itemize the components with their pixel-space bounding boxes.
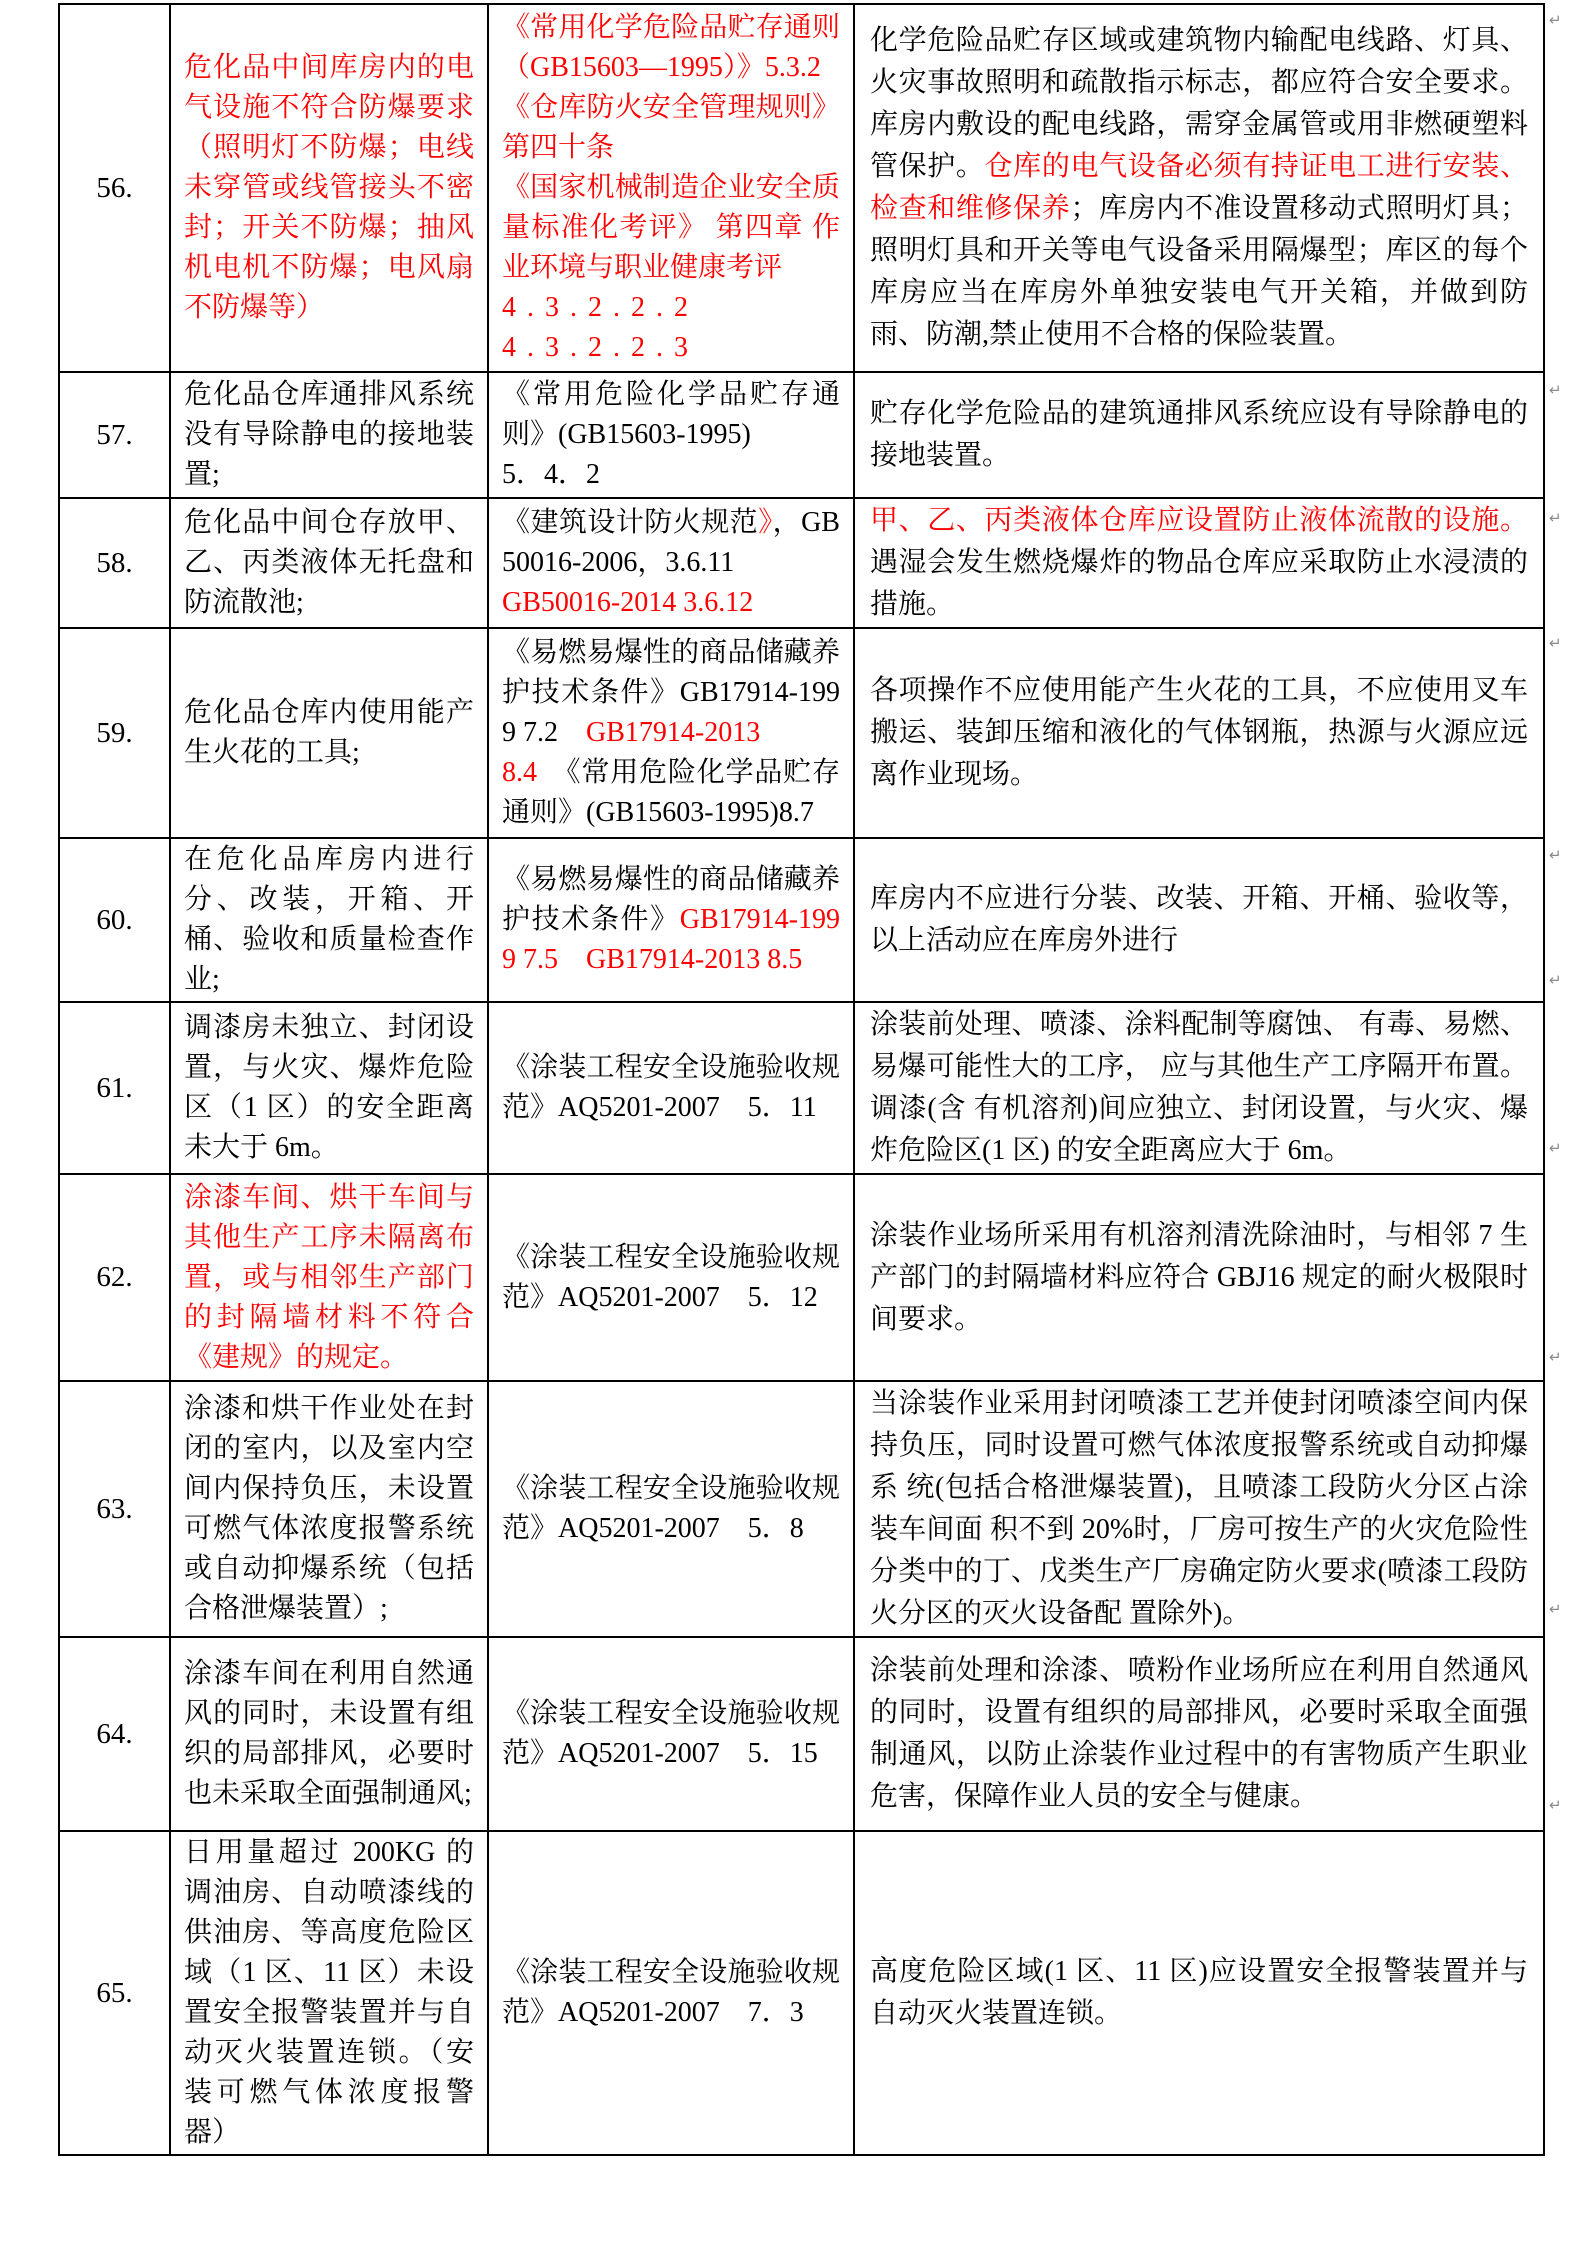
- text-run: 日用量超过 200KG 的调油房、自动喷漆线的供油房、等高度危险区域（1 区、11 区）未设置安全报警装置并与自动灭火装置连锁。（安装可燃气体浓度报警器）: [184, 1837, 474, 2148]
- paragraph: [502, 88, 840, 168]
- paragraph: [870, 1383, 1528, 1635]
- table-row: [59, 838, 1544, 1002]
- row-number-cell: 57.: [59, 372, 170, 498]
- row-end-mark-icon: ↵: [1549, 846, 1562, 864]
- text-run: 化学危险品贮存区域或建筑物内输配电线路、灯具、火灾事故照明和疏散指示标志，都应符合安全要求。库房内敷设的配电线路，需穿金属管或用非燃硬塑料管保护。: [870, 25, 1528, 182]
- regulation-basis-cell: [488, 628, 854, 838]
- paragraph: [870, 20, 1528, 356]
- paragraph: [870, 393, 1528, 477]
- text-run: 《涂装工程安全设施验收规范》AQ5201-2007 5．8: [502, 1473, 840, 1544]
- text-run: 调漆房未独立、封闭设置，与火灾、爆炸危险区（1 区）的安全距离未大于 6m。: [184, 1012, 474, 1163]
- text-run: 甲、乙、丙类液体仓库应设置防止液体流散的设施。: [870, 505, 1528, 536]
- text-run: 库房内不应进行分装、改装、开箱、开桶、验收等，以上活动应在库房外进行: [870, 883, 1528, 956]
- text-run: 危化品仓库内使用能产生火花的工具;: [184, 697, 474, 768]
- requirement-cell: [854, 4, 1544, 372]
- text-run: 《建筑设计防火规范: [502, 507, 759, 538]
- regulation-basis-cell: [488, 1637, 854, 1831]
- row-number-cell: 64.: [59, 1637, 170, 1831]
- paragraph: [502, 1953, 840, 2033]
- text-run: 涂漆车间在利用自然通风的同时，未设置有组织的局部排风，必要时也未采取全面强制通风;: [184, 1658, 474, 1809]
- paragraph: [870, 500, 1528, 626]
- paragraph: [184, 48, 474, 328]
- row-end-mark-icon: ↵: [1549, 381, 1562, 399]
- problem-cell: [170, 372, 488, 498]
- text-run: 《涂装工程安全设施验收规范》AQ5201-2007 5．15: [502, 1698, 840, 1769]
- text-run: 《仓库防火安全管理规则》第四十条: [502, 92, 840, 163]
- text-run: 8.4: [502, 757, 537, 788]
- row-number-cell: 56.: [59, 4, 170, 372]
- paragraph: [502, 583, 840, 623]
- paragraph: [502, 1694, 840, 1774]
- requirement-cell: [854, 1637, 1544, 1831]
- paragraph: [502, 1238, 840, 1318]
- text-run: 《涂装工程安全设施验收规范》AQ5201-2007 5．12: [502, 1241, 840, 1313]
- text-run: 仓库的电气设备必须有持证电工进行安装、检查和维修保养: [870, 151, 1528, 224]
- regulation-basis-cell: [488, 1174, 854, 1381]
- text-run: 5．4．2: [502, 459, 601, 490]
- regulation-basis-cell: [488, 372, 854, 498]
- row-number-cell: 62.: [59, 1174, 170, 1381]
- row-end-mark-icon: ↵: [1549, 1139, 1562, 1157]
- paragraph: [502, 860, 840, 980]
- text-run: 在危化品库房内进行分、改装，开箱、开桶、验收和质量检查作业;: [184, 844, 474, 995]
- paragraph: [502, 168, 840, 288]
- paragraph: [502, 288, 840, 328]
- text-run: 4.3.2.2.3: [502, 332, 699, 363]
- regulation-basis-cell: [488, 1002, 854, 1174]
- problem-cell: [170, 1831, 488, 2155]
- inspection-table: [58, 3, 1545, 2156]
- text-run: 涂装前处理和涂漆、喷粉作业场所应在利用自然通风的同时，设置有组织的局部排风，必要时采取全面强制通风，以防止涂装作业过程中的有害物质产生职业危害，保障作业人员的安全与健康。: [870, 1655, 1528, 1812]
- paragraph: [184, 1389, 474, 1629]
- row-number-cell: 58.: [59, 498, 170, 628]
- table-row: [59, 498, 1544, 628]
- text-run: GB17914-2013: [586, 717, 761, 748]
- text-run: 涂漆车间、烘干车间与其他生产工序未隔离布置，或与相邻生产部门的封隔墙材料不符合《建规》的规定。: [184, 1181, 474, 1373]
- regulation-basis-cell: [488, 1831, 854, 2155]
- problem-cell: [170, 1002, 488, 1174]
- row-end-mark-icon: ↵: [1549, 1600, 1562, 1618]
- requirement-cell: [854, 498, 1544, 628]
- text-run: 4.3.2.2.2: [502, 292, 699, 323]
- requirement-cell: [854, 372, 1544, 498]
- paragraph: [870, 1004, 1528, 1172]
- row-number-cell: 63.: [59, 1381, 170, 1637]
- requirement-cell: [854, 1831, 1544, 2155]
- text-run: 危化品仓库通排风系统没有导除静电的接地装置;: [184, 379, 474, 490]
- problem-cell: [170, 4, 488, 372]
- text-run: ；库房内不准设置移动式照明灯具；照明灯具和开关等电气设备采用隔爆型；库区的每个库房应当在库房外单独安装电气开关箱，并做到防雨、防潮,禁止使用不合格的保险装置。: [870, 193, 1528, 350]
- row-end-mark-icon: ↵: [1549, 634, 1562, 652]
- text-run: ，GB50016-2006，3.6.11: [502, 507, 840, 578]
- problem-cell: [170, 1637, 488, 1831]
- paragraph: [870, 1650, 1528, 1818]
- row-end-mark-icon: ↵: [1549, 1796, 1562, 1814]
- text-run: 《国家机械制造企业安全质量标准化考评》 第四章 作业环境与职业健康考评: [502, 172, 840, 283]
- paragraph: [184, 1654, 474, 1814]
- row-end-mark-icon: ↵: [1549, 509, 1562, 527]
- row-number-cell: 60.: [59, 838, 170, 1002]
- text-run: 涂漆和烘干作业处在封闭的室内，以及室内空间内保持负压，未设置可燃气体浓度报警系统或自动抑爆系统（包括合格泄爆装置）;: [184, 1393, 474, 1624]
- paragraph: [502, 1469, 840, 1549]
- table-row: [59, 1174, 1544, 1381]
- paragraph: [870, 878, 1528, 962]
- table-row: [59, 4, 1544, 372]
- table-row: [59, 1637, 1544, 1831]
- row-number-cell: 61.: [59, 1002, 170, 1174]
- text-run: 《常用危险化学品贮存通则》(GB15603-1995): [502, 379, 840, 450]
- requirement-cell: [854, 1002, 1544, 1174]
- paragraph: [502, 1048, 840, 1128]
- text-run: 《常用危险化学品贮存通则》(GB15603-1995)8.7: [502, 757, 840, 828]
- requirement-cell: [854, 1174, 1544, 1381]
- text-run: 涂装作业场所采用有机溶剂清洗除油时，与相邻 7 生产部门的封隔墙材料应符合 GBJ16 规定的耐火极限时间要求。: [870, 1219, 1528, 1335]
- paragraph: [502, 8, 840, 88]
- paragraph: [184, 375, 474, 495]
- requirement-cell: [854, 1381, 1544, 1637]
- text-run: 当涂装作业采用封闭喷漆工艺并使封闭喷漆空间内保持负压，同时设置可燃气体浓度报警系统或自动抑爆系 统(包括合格泄爆装置)，且喷漆工段防火分区占涂装车间面 积不到 20%时，厂房可按生产的火灾危险性分类中的丁、戊类生产厂房确定防火要求(喷漆工段防火分区的灭火设备配 置除外)。: [870, 1388, 1528, 1629]
- problem-cell: [170, 628, 488, 838]
- text-run: 各项操作不应使用能产生火花的工具，不应使用叉车搬运、装卸压缩和液化的气体钢瓶，热源与火源应远离作业现场。: [870, 675, 1528, 790]
- requirement-cell: [854, 838, 1544, 1002]
- problem-cell: [170, 838, 488, 1002]
- paragraph: [870, 1215, 1528, 1341]
- table-row: [59, 1381, 1544, 1637]
- paragraph: [184, 693, 474, 773]
- text-run: GB50016-2014 3.6.12: [502, 587, 754, 618]
- regulation-basis-cell: [488, 838, 854, 1002]
- paragraph: [184, 1178, 474, 1378]
- paragraph: [184, 1008, 474, 1168]
- text-run: 《涂装工程安全设施验收规范》AQ5201-2007 5．11: [502, 1052, 840, 1123]
- text-run: GB17914-1999 7.5 GB17914-2013 8.5: [502, 904, 840, 975]
- regulation-basis-cell: [488, 4, 854, 372]
- paragraph: [870, 1951, 1528, 2035]
- inspection-table-body: [59, 4, 1544, 2155]
- text-run: 《易燃易爆性的商品储藏养护技术条件》GB17914-1999 7.2: [502, 637, 840, 748]
- paragraph: [184, 840, 474, 1000]
- problem-cell: [170, 498, 488, 628]
- paragraph: [502, 633, 840, 753]
- text-run: 》: [758, 507, 773, 538]
- regulation-basis-cell: [488, 498, 854, 628]
- regulation-basis-cell: [488, 1381, 854, 1637]
- table-row: [59, 1002, 1544, 1174]
- paragraph: [870, 670, 1528, 796]
- paragraph: [502, 753, 840, 833]
- row-number-cell: 59.: [59, 628, 170, 838]
- text-run: 危化品中间库房内的电气设施不符合防爆要求（照明灯不防爆；电线未穿管或线管接头不密封；开关不防爆；抽风机电机不防爆；电风扇不防爆等）: [184, 52, 474, 323]
- table-row: [59, 372, 1544, 498]
- text-run: 高度危险区域(1 区、11 区)应设置安全报警装置并与自动灭火装置连锁。: [870, 1956, 1528, 2029]
- row-end-mark-icon: ↵: [1549, 971, 1562, 989]
- paragraph: [184, 503, 474, 623]
- paragraph: [502, 455, 840, 495]
- text-run: 《涂装工程安全设施验收规范》AQ5201-2007 7．3: [502, 1957, 840, 2028]
- problem-cell: [170, 1174, 488, 1381]
- table-row: [59, 1831, 1544, 2155]
- problem-cell: [170, 1381, 488, 1637]
- row-end-mark-icon: ↵: [1549, 1348, 1562, 1366]
- table-row: [59, 628, 1544, 838]
- row-end-mark-icon: ↵: [1549, 11, 1562, 29]
- paragraph: [502, 503, 840, 583]
- text-run: 《易燃易爆性的商品储藏养护技术条件》: [502, 864, 840, 935]
- text-run: 贮存化学危险品的建筑通排风系统应设有导除静电的接地装置。: [870, 398, 1528, 471]
- row-number-cell: 65.: [59, 1831, 170, 2155]
- text-run: 危化品中间仓存放甲、乙、丙类液体无托盘和防流散池;: [184, 507, 474, 618]
- text-run: 遇湿会发生燃烧爆炸的物品仓库应采取防止水浸渍的措施。: [870, 547, 1528, 620]
- text-run: 涂装前处理、喷漆、涂料配制等腐蚀、 有毒、易燃、易爆可能性大的工序， 应与其他生产工序隔开布置。调漆(含 有机溶剂)间应独立、封闭设置，与火灾、爆炸危险区(1 区) 的安全距离应大于 6m。: [870, 1009, 1528, 1166]
- requirement-cell: [854, 628, 1544, 838]
- paragraph: [184, 1833, 474, 2153]
- paragraph: [502, 328, 840, 368]
- paragraph: [502, 375, 840, 455]
- text-run: 《常用化学危险品贮存通则（GB15603—1995）》5.3.2: [502, 12, 840, 83]
